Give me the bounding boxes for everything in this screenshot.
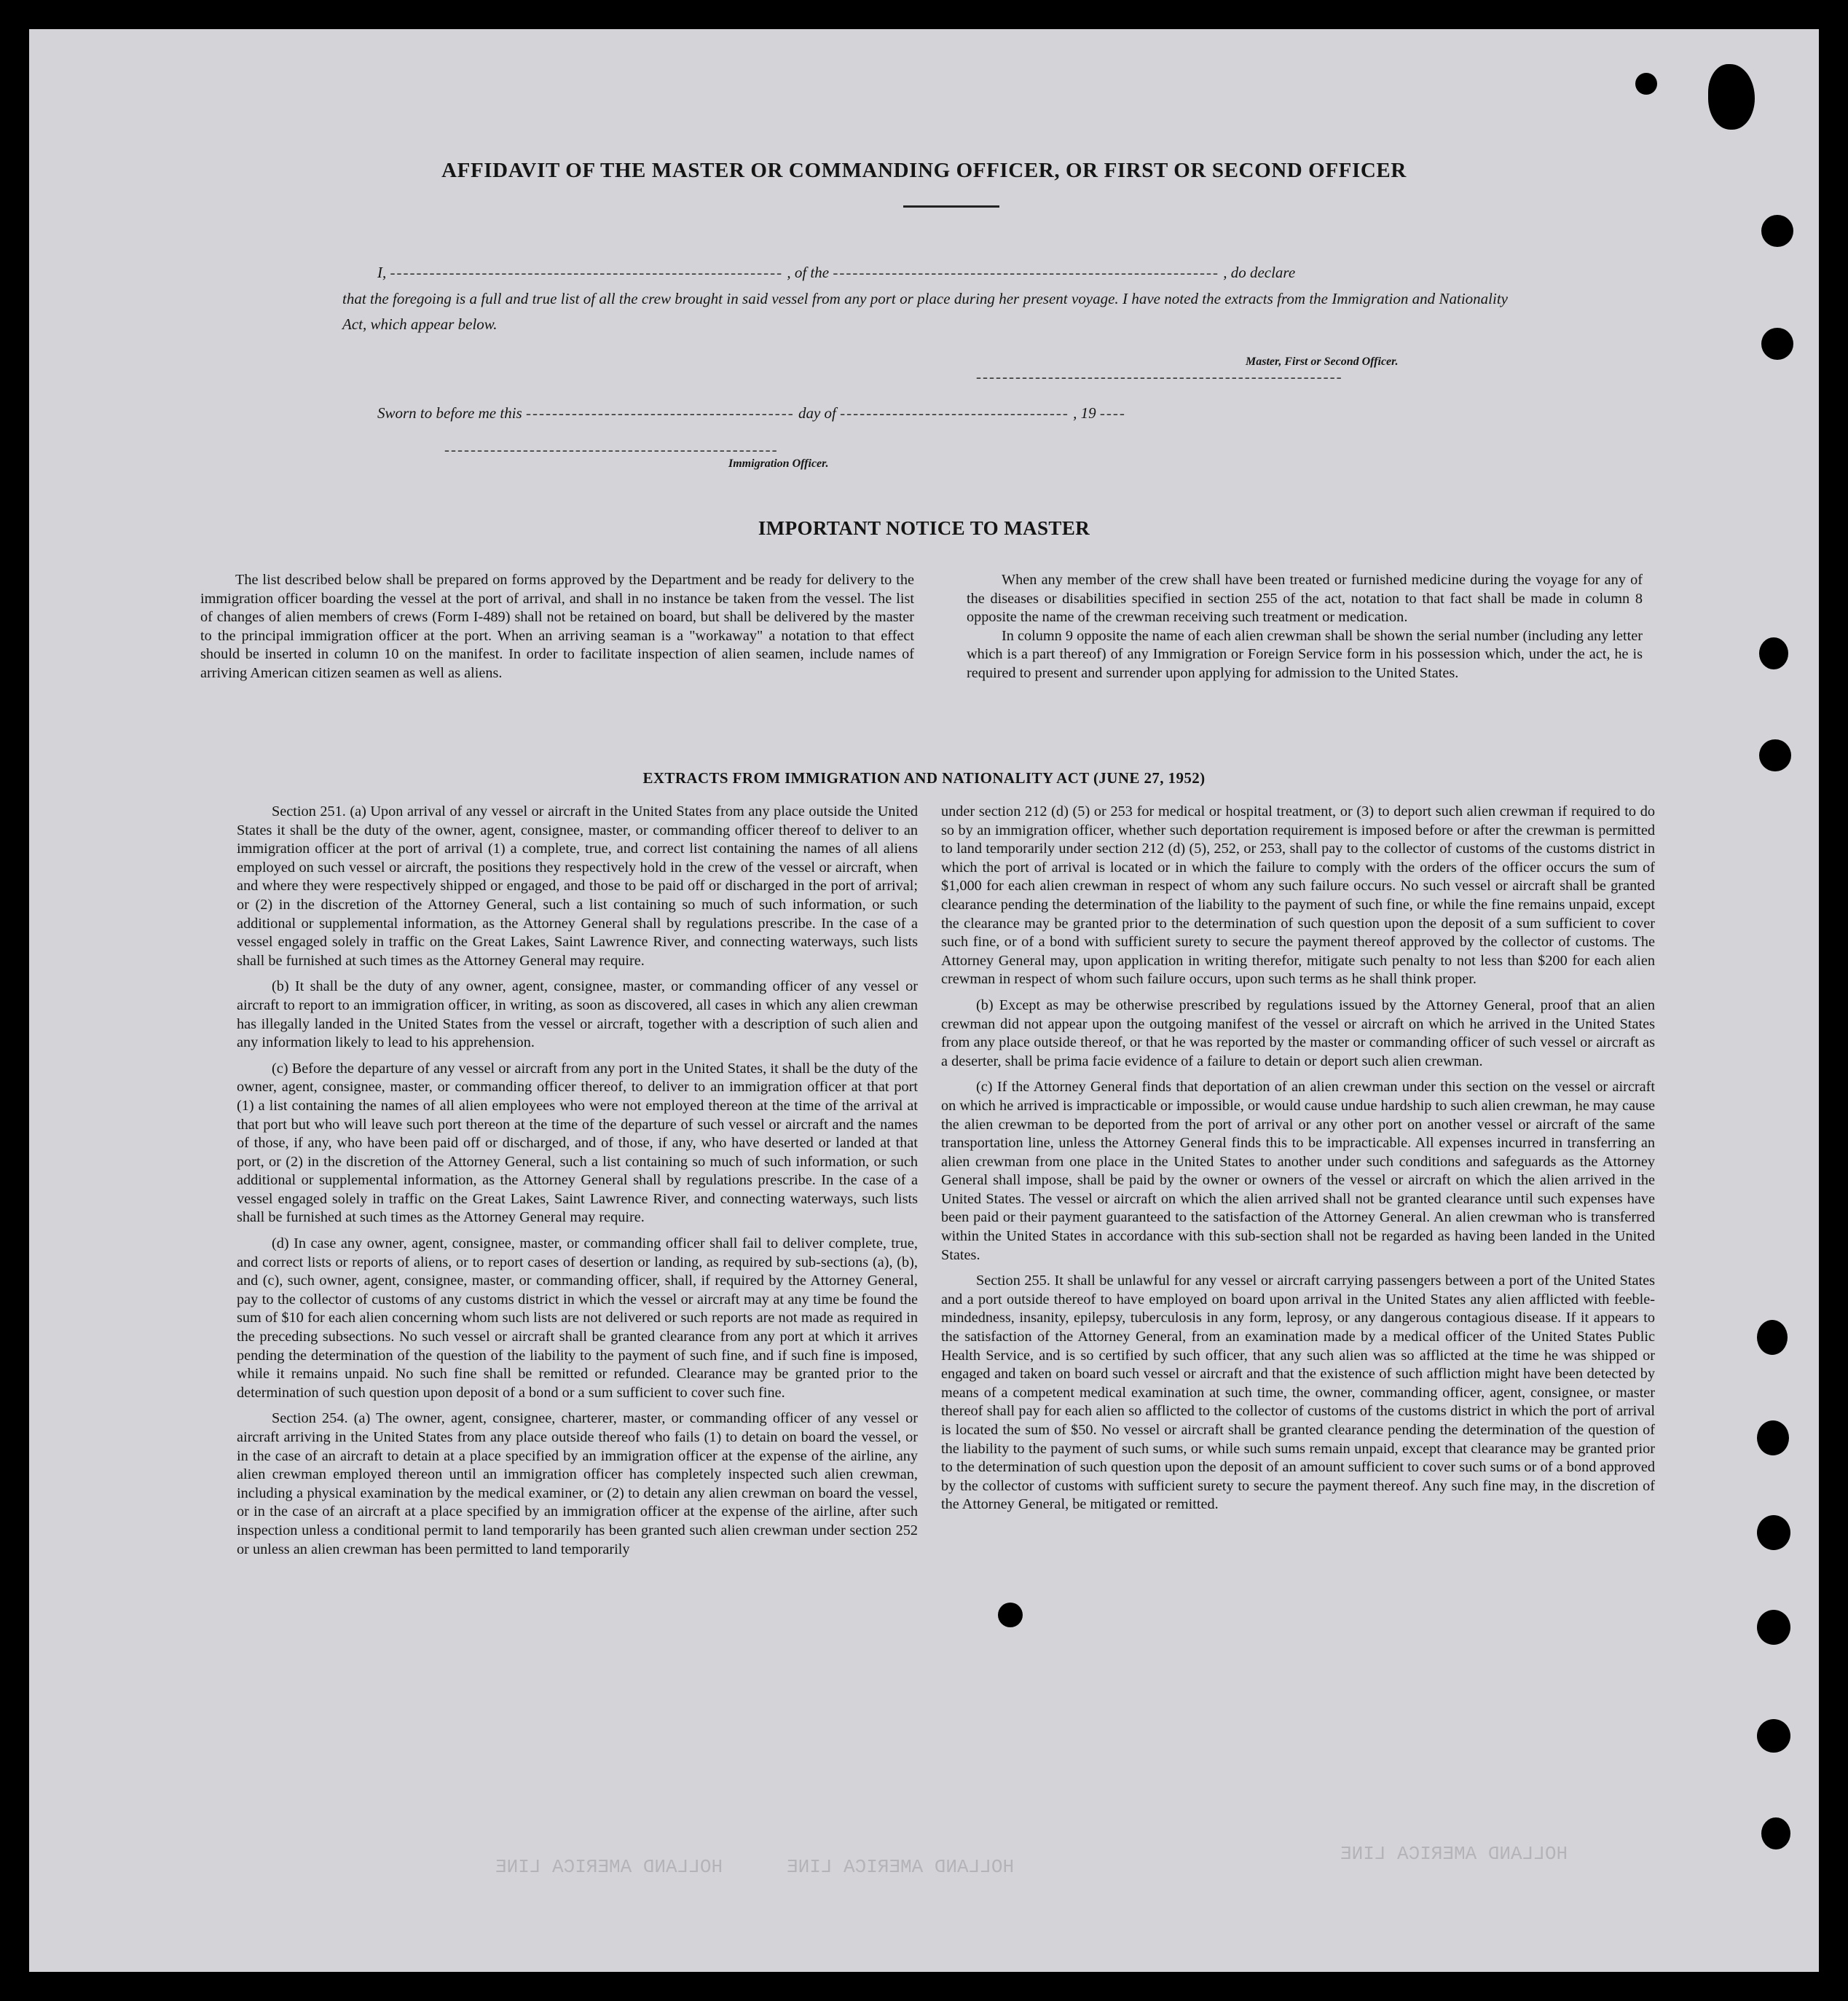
declaration-line xyxy=(377,264,1295,282)
declarant-label: I, xyxy=(377,264,387,281)
act-section-paragraph: (c) Before the departure of any vessel or aircraft from any port in the United States, it shall be the duty of the owner, agent, consignee, master, or commanding officer thereof, to deliver to an immigration officer at that port (1) a list containing the names of all alien employees who were not employed thereon at the time of the arrival at that port but who will leave such port thereon at the time of the departure of such vessel or aircraft and the names of those, if any, who have been paid off or discharged, and of those, if any, who have deserted or landed at that port, or (2) in the discretion of the Attorney General, such a list containing so much of such information, or such additional or supplemental information, as the Attorney General shall by regulations prescribe. In the case of a vessel engaged solely in traffic on the Great Lakes, Saint Lawrence River, and connecting waterways, such lists shall be furnished at such times as the Attorney General may require. xyxy=(237,1060,918,1226)
sworn-label: Sworn to before me this xyxy=(377,404,522,422)
notice-title: IMPORTANT NOTICE TO MASTER xyxy=(758,517,1090,539)
title-underline xyxy=(903,205,999,208)
master-signature-line[interactable]: -------------------------------------------------------- xyxy=(976,368,1343,385)
act-section-paragraph: (b) Except as may be otherwise prescribed by regulations issued by the Attorney General, proof that an alien crewman did not appear upon the outgoing manifest of the vessel or aircraft on which he arrived in the United States from any place outside thereof, or that he was reported by the master or commanding officer of such vessel or aircraft as a deserter, shall be prima facie evidence of a failure to detain or deport such alien crewman. xyxy=(941,996,1655,1069)
vessel-name-blank[interactable]: ----------------------------------------------------------- xyxy=(833,264,1219,281)
act-section-paragraph: Section 251. (a) Upon arrival of any vessel or aircraft in the United States from any place outside the United States it shall be the duty of the owner, agent, consignee, master, or commanding officer thereof to deliver to an immigration officer at the port of arrival (1) a complete, true, and correct list containing the names of all aliens employed on such vessel or aircraft, the positions they respectively hold in the crew of the vessel or aircraft, when and where they were respectively shipped or engaged, and those to be paid off or discharged in the port of arrival; or (2) in the discretion of the Attorney General, such a list containing so much of such information, or such additional or supplemental information, as the Attorney General shall by regulations prescribe. In the case of a vessel engaged solely in traffic on the Great Lakes, Saint Lawrence River, and connecting waterways, such lists shall be furnished at such times as the Attorney General may require. xyxy=(237,803,918,969)
sworn-line xyxy=(377,404,1126,422)
immigration-officer-caption: Immigration Officer. xyxy=(728,457,829,470)
bleed-through-text-left: HOLLAND AMERICA LINE xyxy=(495,1856,723,1878)
notice-left-column xyxy=(200,571,914,683)
notice-right-column xyxy=(967,571,1643,683)
immigration-officer-signature-line[interactable]: --------------------------------------------------- xyxy=(444,441,779,458)
affidavit-statement: that the foregoing is a full and true list of all the crew brought in said vessel from any port or place during her present voyage. I have noted the extracts from the Immigration and Nationality Act, which appear below. xyxy=(342,290,1508,333)
notice-paragraph: The list described below shall be prepared on forms approved by the Department and be ready for delivery to the immigration officer boarding the vessel at the port of arrival, and shall in no instance be taken from the vessel. The list of changes of alien members of crews (Form I-489) shall not be retained on board, but shall be delivered by the master to the principal immigration officer at the port. When an arriving seaman is a "workaway" a notation to that effect should be inserted in column 10 on the manifest. In order to facilitate inspection of alien seamen, include names of arriving American citizen seamen as well as aliens. xyxy=(200,572,914,681)
act-section-paragraph: Section 255. It shall be unlawful for any vessel or aircraft carrying passengers between a port of the United States and a port outside thereof to have employed on board upon arrival in the United States any alien afflicted with feeble-mindedness, insanity, epilepsy, tuberculosis in any form, leprosy, or any dangerous contagious disease. If it appears to the satisfaction of the Attorney General, from an examination made by a medical officer of the United States Public Health Service, and is so certified by such officer, that any such alien was so afflicted at the time he was shipped or engaged and taken on board such vessel or aircraft and that the existence of such affliction might have been detected by means of a competent medical examination at such time, the owner, commanding officer, agent, consignee, or master thereof shall pay for each alien so afflicted to the collector of customs of the customs district in which the port of arrival is located the sum of $50. No vessel or aircraft shall be granted clearance pending the determination of the question of the liability to the payment of such sums, or while such sums remain unpaid, except that clearance may be granted prior to the determination of such question upon the deposit of an amount sufficient to cover such sums or of a bond approved by the collector of customs with sufficient surety to secure the payment thereof. Any such fine may, in the discretion of the Attorney General, be mitigated or remitted. xyxy=(941,1273,1655,1513)
extracts-right-column xyxy=(941,803,1655,1522)
punch-hole xyxy=(1761,1817,1790,1849)
act-section-paragraph: Section 254. (a) The owner, agent, consignee, charterer, master, or commanding officer of any vessel or aircraft arriving in the United States from any place outside thereof who fails (1) to detain on board the vessel, or in the case of an aircraft to detain at a place specified by an immigration officer at the expense of the airline, any alien crewman employed thereon until an immigration officer has completely inspected such alien crewman, including a physical examination by the medical examiner, or (2) to detain any alien crewman on board the vessel, or in the case of an aircraft at a place specified by an immigration officer at the expense of the airline, after such inspection unless a conditional permit to land temporarily has been granted such alien crewman under section 252 or unless an alien crewman has been permitted to land temporarily xyxy=(237,1410,918,1557)
punch-hole xyxy=(1757,1719,1790,1753)
document-page xyxy=(29,29,1819,1972)
act-section-paragraph: (b) It shall be the duty of any owner, agent, consignee, master, or commanding officer of any vessel or aircraft to report to an immigration officer, in writing, as soon as discovered, all cases in which any alien crewman has illegally landed in the United States from the vessel or aircraft, together with a description of such alien and any information likely to lead to his apprehension. xyxy=(237,978,918,1051)
punch-hole xyxy=(1759,739,1791,771)
ink-blot xyxy=(998,1603,1023,1627)
punch-hole xyxy=(1761,215,1793,247)
bleed-through-text-right: HOLLAND AMERICA LINE xyxy=(1340,1843,1568,1865)
punch-hole xyxy=(1757,1515,1790,1550)
punch-hole xyxy=(1635,73,1657,95)
year-label: , 19 xyxy=(1073,404,1096,422)
act-section-paragraph: (c) If the Attorney General finds that deportation of an alien crewman under this section on the vessel or aircraft on which he arrived is impracticable or impossible, or would cause undue hardship to such alien crewman, he may cause the alien crewman to be deported from the port of arrival or any other port on another vessel or aircraft of the same transportation line, unless the Attorney General finds this to be impracticable. All expenses incurred in transferring an alien crewman from one place in the United States to another under such conditions and safeguards as the Attorney General shall impose, shall be paid by the owner or owners of the vessel or aircraft on which the alien arrived in the United States. The vessel or aircraft on which the alien arrived shall not be granted clearance until such expenses have been paid or their payment guaranteed to the satisfaction of the Attorney General. An alien crewman who is transferred within the United States in accordance with this sub-section shall not be regarded as having been landed in the United States. xyxy=(941,1079,1655,1263)
sworn-year-blank[interactable]: ---- xyxy=(1099,404,1126,422)
punch-hole xyxy=(1757,1610,1790,1645)
punch-hole xyxy=(1761,328,1793,360)
torn-punch-hole xyxy=(1708,64,1755,130)
declare-label: , do declare xyxy=(1223,264,1296,281)
declarant-name-blank[interactable]: ------------------------------------------------------------ xyxy=(390,264,784,281)
extracts-left-column xyxy=(237,803,918,1566)
notice-paragraph: When any member of the crew shall have been treated or furnished medicine during the voyage for any of the diseases or disabilities specified in section 255 of the act, notation to that fact shall be made in column 8 opposite the name of the crewman receiving such treatment or medication. xyxy=(967,572,1643,626)
master-signature-caption: Master, First or Second Officer. xyxy=(1246,355,1399,368)
extracts-title: EXTRACTS FROM IMMIGRATION AND NATIONALITY ACT (JUNE 27, 1952) xyxy=(642,769,1206,787)
affidavit-title: AFFIDAVIT OF THE MASTER OR COMMANDING OFFICER, OR FIRST OR SECOND OFFICER xyxy=(441,159,1407,182)
punch-hole xyxy=(1757,1420,1789,1455)
act-section-paragraph: under section 212 (d) (5) or 253 for medical or hospital treatment, or (3) to deport such alien crewman if required to do so by an immigration officer, whether such deportation requirement is imposed before or after the crewman is permitted to land temporarily under section 212 (d) (5), 252, or 253, shall pay to the collector of customs of the customs district in which the port of arrival is located or in which the failure to comply with the orders of the officer occurs the sum of $1,000 for each alien crewman in respect of whom any such failure occurs. No such vessel or aircraft shall be granted clearance pending the determination of the liability to the payment of such fine, or while the fine remains unpaid, except the clearance may be granted prior to the determination of such question upon the deposit of a sum sufficient to cover such fine, or of a bond with sufficient surety to secure the payment thereof approved by the collector of customs. The Attorney General may, upon application in writing therefor, mitigate such penalty to not less than $200 for each alien crewman in respect of whom such failure occurs, upon such terms as he shall think proper. xyxy=(941,803,1655,988)
punch-hole xyxy=(1757,1320,1788,1355)
punch-hole xyxy=(1759,637,1788,669)
act-section-paragraph: (d) In case any owner, agent, consignee, master, or commanding officer shall fail to deliver complete, true, and correct lists or reports of aliens, or to report cases of desertion or landing, as required by sub-sections (a), (b), and (c), such owner, agent, consignee, master, or commanding officer, shall, if required by the Attorney General, pay to the collector of customs of any customs district in which the vessel or aircraft may at any time be found the sum of $10 for each alien concerning whom such lists are not delivered or such reports are not made as required in the preceding subsections. No such vessel or aircraft shall be granted clearance from any port at which it arrives pending the determination of the question of the liability to the payment of such fine, and if such fine is imposed, while it remains unpaid. No such fine shall be remitted or refunded. Clearance may be granted prior to the determination of such question upon deposit of a bond or a sum sufficient to cover such fine. xyxy=(237,1235,918,1401)
vessel-label: , of the xyxy=(787,264,830,281)
day-of-label: day of xyxy=(798,404,836,422)
notice-paragraph: In column 9 opposite the name of each alien crewman shall be shown the serial number (including any letter which is a part thereof) of any Immigration or Foreign Service form in his possession which, under the act, he is required to present and surrender upon applying for admission to the United States. xyxy=(967,627,1643,681)
sworn-month-blank[interactable]: ----------------------------------- xyxy=(840,404,1069,422)
bleed-through-text-center: HOLLAND AMERICA LINE xyxy=(787,1856,1015,1878)
sworn-day-blank[interactable]: ----------------------------------------- xyxy=(525,404,795,422)
